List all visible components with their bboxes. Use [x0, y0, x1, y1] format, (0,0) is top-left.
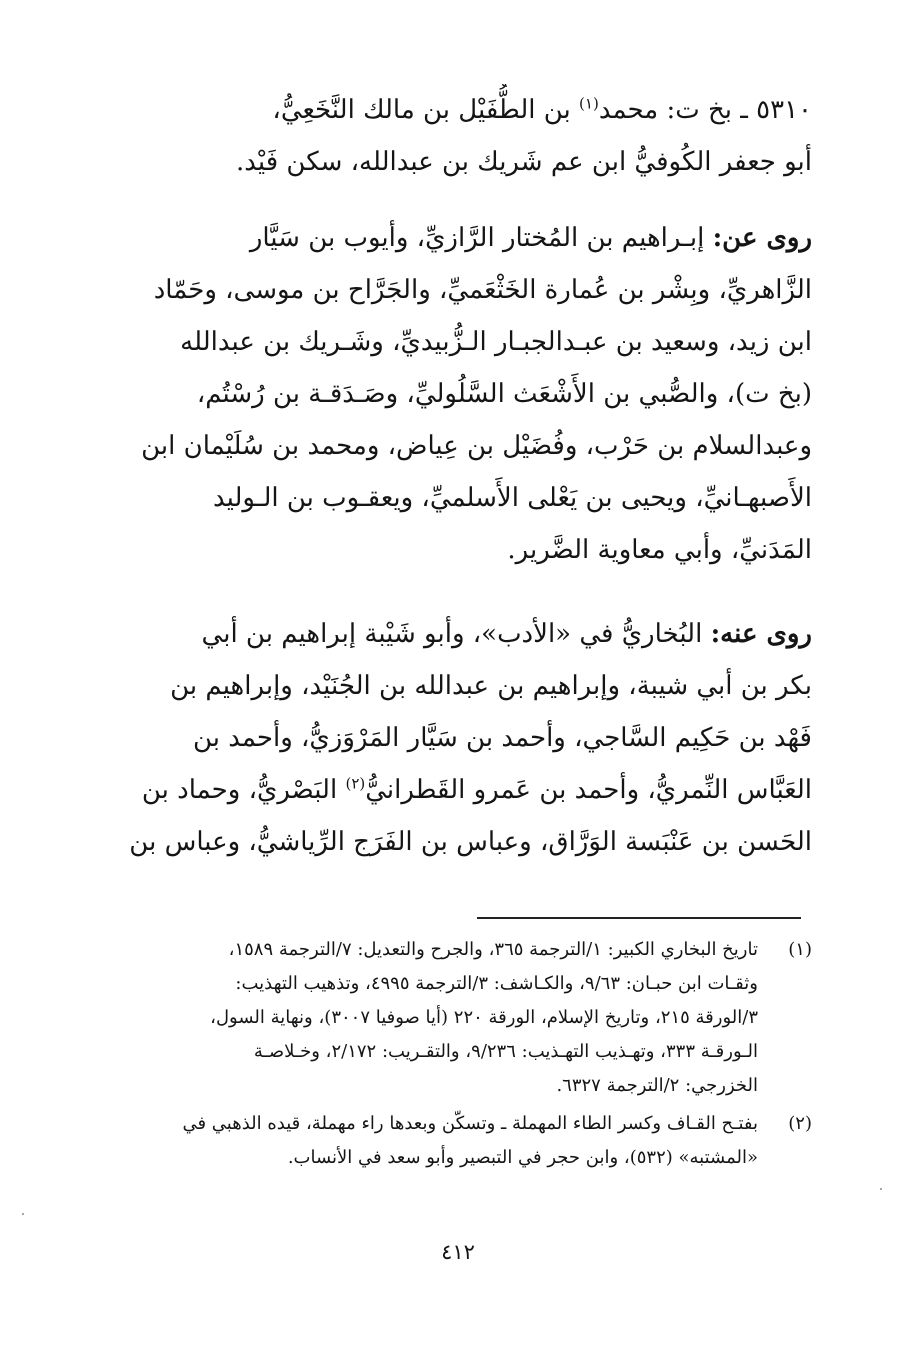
- footnotes: [100, 933, 812, 1179]
- narrated-from-line: ابن زيد، وسعيد بن عبـدالجبـار الـزُّبيديِّ، وشَـريك بن عبدالله: [180, 327, 812, 357]
- footnote-line: الخزرجي: ٢/الترجمة ٦٣٢٧.: [556, 1075, 758, 1096]
- footnote-line: ٣/الورقة ٢١٥، وتاريخ الإسلام، الورقة ٢٢٠ (أيا صوفيا ٣٠٠٧)، ونهاية السول،: [210, 1007, 758, 1028]
- footnote-number: (٢): [788, 1113, 812, 1134]
- footnote-line: وثقـات ابن حبـان: ٩/٦٣، والكـاشف: ٣/الترجمة ٤٩٩٥، وتذهيب التهذيب:: [235, 973, 758, 994]
- narrated-from-line: الزَّاهريِّ، وبِشْر بن عُمارة الخَثْعَميِّ، والجَرَّاح بن موسى، وحَمّاد: [153, 275, 812, 305]
- footnote-number: (١): [788, 939, 812, 960]
- narrated-from-label: روى عن:: [712, 223, 812, 253]
- narrated-from-line: المَدَنيِّ، وأبي معاوية الضَّرير.: [507, 535, 812, 565]
- narrated-by-label: روى عنه:: [710, 619, 812, 649]
- footnote-ref-2[interactable]: (٢): [345, 774, 366, 793]
- footnote-body: [100, 933, 758, 1103]
- footnote-ref-1[interactable]: (١): [579, 94, 599, 113]
- narrated-by-line-4: العَبَّاس النِّمريُّ، وأحمد بن عَمرو القَطرانيُّ$^{(٢)}$ البَصْريُّ، وحماد بن: [141, 774, 812, 805]
- narrated-from-section: [100, 212, 812, 576]
- page-number: ٤١٢: [441, 1240, 475, 1264]
- footnote-line: الـورقـة ٣٣٣، وتهـذيب التهـذيب: ٩/٢٣٦، والتقـريب: ٢/١٧٢، وخـلاصـة: [253, 1041, 758, 1062]
- scan-speck: [880, 1188, 882, 1190]
- entry-line-2: أبو جعفر الكُوفيُّ ابن عم شَريك بن عبدالله، سكن فَيْد.: [235, 147, 812, 177]
- footnote-separator: [477, 917, 801, 919]
- scan-speck: [22, 1213, 24, 1215]
- narrated-from-line: (بخ ت)، والصُّبي بن الأَشْعَث السَّلُوليِّ، وصَـدَقـة بن رُسْتُم،: [196, 379, 812, 409]
- narrated-by-line-1: روى عنه: البُخاريُّ في «الأدب»، وأبو شَيْبة إبراهيم بن أبي: [201, 619, 812, 649]
- entry-line-1: [100, 84, 812, 136]
- narrated-from-line: وعبدالسلام بن حَرْب، وفُضَيْل بن عِياض، ومحمد بن سُلَيْمان ابن: [141, 431, 812, 461]
- footnote-line: بفتـح القـاف وكسر الطاء المهملة ـ وتسكّن وبعدها راء مهملة، قيده الذهبي في: [182, 1113, 758, 1134]
- footnote-line: تاريخ البخاري الكبير: ١/الترجمة ٣٦٥، والجرح والتعديل: ٧/الترجمة ١٥٨٩،: [228, 939, 758, 960]
- narrated-by-section: [100, 608, 812, 868]
- footnote-line: «المشتبه» (٥٣٢)، وابن حجر في التبصير وأبو سعد في الأنساب.: [287, 1147, 758, 1168]
- narrated-from-line-1: روى عن: إبـراهيم بن المُختار الرَّازيِّ، وأيوب بن سَيَّار: [249, 223, 812, 253]
- footnote-2: [100, 1107, 812, 1175]
- entry-number-and-name: ٥٣١٠ ـ بخ ت: محمد: [598, 95, 812, 125]
- narrated-by-line: بكر بن أبي شيبة، وإبراهيم بن عبدالله بن الجُنَيْد، وإبراهيم بن: [170, 671, 812, 701]
- footnote-1: [100, 933, 812, 1103]
- entry-lineage: بن الطُّفَيْل بن مالك النَّخَعِيُّ،: [272, 95, 580, 125]
- footnote-body: [100, 1107, 758, 1175]
- entry-header: [100, 84, 812, 188]
- narrated-by-line: فَهْد بن حَكِيم السَّاجي، وأحمد بن سَيَّار المَرْوَزيُّ، وأحمد بن: [192, 723, 812, 753]
- narrated-from-line: الأَصبهـانيِّ، ويحيى بن يَعْلى الأَسلميِّ، ويعقـوب بن الـوليد: [212, 483, 812, 513]
- narrated-by-line: الحَسن بن عَنْبَسة الوَرَّاق، وعباس بن الفَرَج الرِّياشيُّ، وعباس بن: [129, 827, 812, 857]
